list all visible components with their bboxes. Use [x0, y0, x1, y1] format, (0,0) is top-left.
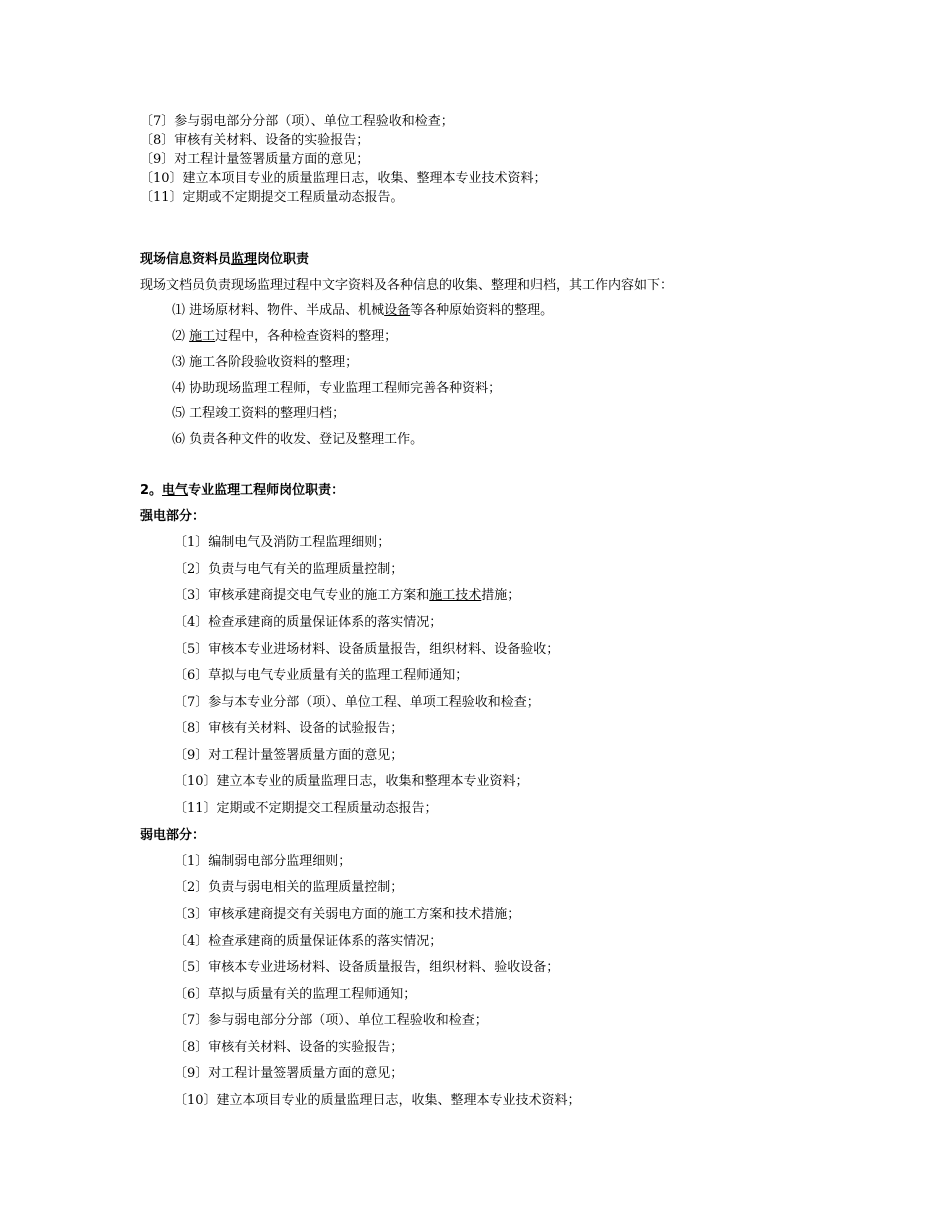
heading-link[interactable]: 监理	[231, 252, 258, 267]
list-item: ⑹ 负责各种文件的收发、登记及整理工作。	[172, 432, 424, 447]
list-item: ⑸ 工程竣工资料的整理归档；	[172, 406, 346, 421]
list-item: 〔2〕负责与弱电相关的监理质量控制；	[174, 880, 404, 895]
item-link[interactable]: 施工	[189, 329, 216, 344]
item-text: 过程中，各种检查资料的整理；	[215, 329, 398, 344]
list-item: 〔10〕建立本项目专业的质量监理日志，收集、整理本专业技术资料；	[140, 171, 547, 186]
heading-text: 岗位职责	[257, 252, 310, 267]
heading-text: 2。	[140, 483, 163, 498]
item-text: 〔3〕审核承建商提交电气专业的施工方案和	[174, 588, 430, 603]
list-item: 〔1〕编制电气及消防工程监理细则；	[174, 535, 391, 550]
list-item: 〔5〕审核本专业进场材料、设备质量报告，组织材料、验收设备；	[174, 960, 560, 975]
list-item: 〔5〕审核本专业进场材料、设备质量报告，组织材料、设备验收；	[174, 642, 560, 657]
list-item: 〔4〕检查承建商的质量保证体系的落实情况；	[174, 934, 443, 949]
list-item: 〔8〕审核有关材料、设备的试验报告；	[174, 721, 404, 736]
list-item: 〔7〕参与本专业分部（项）、单位工程、单项工程验收和检查；	[174, 695, 540, 710]
list-item: 〔8〕审核有关材料、设备的实验报告；	[140, 133, 370, 148]
list-item: 〔3〕审核承建商提交有关弱电方面的施工方案和技术措施；	[174, 907, 521, 922]
item-link[interactable]: 施工技术	[429, 588, 482, 603]
item-text: 等各种原始资料的整理。	[410, 303, 554, 318]
list-item: 〔10〕建立本项目专业的质量监理日志，收集、整理本专业技术资料；	[174, 1093, 581, 1108]
list-item: 〔6〕草拟与电气专业质量有关的监理工程师通知；	[174, 668, 469, 683]
list-item	[172, 302, 553, 320]
list-item: ⑷ 协助现场监理工程师，专业监理工程师完善各种资料；	[172, 381, 502, 396]
list-item: 〔8〕审核有关材料、设备的实验报告；	[174, 1040, 404, 1055]
item-link[interactable]: 设备	[384, 303, 411, 318]
heading-text: 专业监理工程师岗位职责：	[188, 483, 345, 498]
section-heading	[140, 251, 309, 269]
list-item: 〔9〕对工程计量签署质量方面的意见；	[174, 1066, 404, 1081]
section-heading	[140, 482, 344, 500]
item-text: ⑴ 进场原材料、物件、半成品、机械	[172, 303, 385, 318]
list-item: 〔7〕参与弱电部分分部（项）、单位工程验收和检查；	[140, 114, 454, 129]
item-text: ⑵	[172, 329, 190, 344]
heading-link[interactable]: 电气	[162, 483, 189, 498]
heading-text: 现场信息资料员	[140, 252, 232, 267]
list-item: 〔10〕建立本专业的质量监理日志，收集和整理本专业资料；	[174, 774, 529, 789]
list-item	[172, 328, 397, 346]
list-item: 〔11〕定期或不定期提交工程质量动态报告。	[140, 190, 404, 205]
subsection-heading-strong: 强电部分：	[140, 509, 206, 524]
list-item: 〔9〕对工程计量签署质量方面的意见；	[174, 748, 404, 763]
list-item: 〔7〕参与弱电部分分部（项）、单位工程验收和检查；	[174, 1013, 488, 1028]
list-item	[174, 587, 520, 605]
intro-paragraph: 现场文档员负责现场监理过程中文字资料及各种信息的收集、整理和归档，其工作内容如下：	[140, 278, 674, 293]
list-item: 〔2〕负责与电气有关的监理质量控制；	[174, 562, 404, 577]
item-text: 措施；	[481, 588, 521, 603]
list-item: 〔6〕草拟与质量有关的监理工程师通知；	[174, 987, 417, 1002]
list-item: 〔4〕检查承建商的质量保证体系的落实情况；	[174, 615, 443, 630]
subsection-heading-weak: 弱电部分：	[140, 828, 206, 843]
list-item: ⑶ 施工各阶段验收资料的整理；	[172, 355, 359, 370]
list-item: 〔9〕对工程计量签署质量方面的意见；	[140, 152, 370, 167]
list-item: 〔11〕定期或不定期提交工程质量动态报告；	[174, 801, 438, 816]
list-item: 〔1〕编制弱电部分监理细则；	[174, 854, 352, 869]
